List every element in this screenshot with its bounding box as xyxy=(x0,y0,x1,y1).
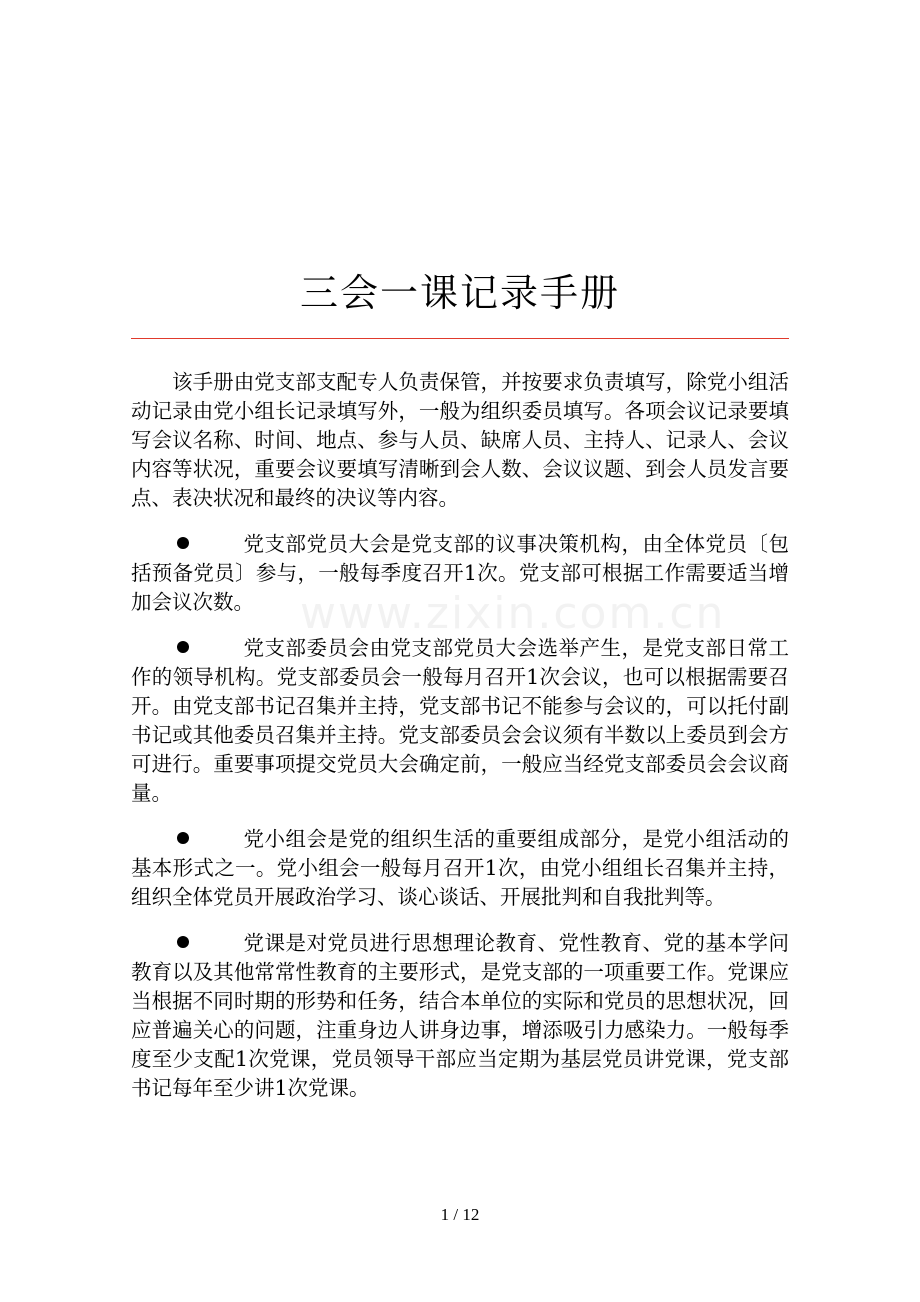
bullet-item-party-group-meeting xyxy=(131,825,789,912)
bullet-item-branch-committee xyxy=(131,634,789,808)
title-divider xyxy=(131,338,789,339)
page-number: 1 / 12 xyxy=(440,1205,480,1224)
bullet-icon xyxy=(177,832,189,844)
bullet-text: 党支部委员会由党支部党员大会选举产生，是党支部日常工作的领导机构。党支部委员会一般每月召开1次会议，也可以根据需要召开。由党支部书记召集并主持，党支部书记不能参与会议的，可以托付副书记或其他委员召集并主持。党支部委员会会议须有半数以上委员到会方可进行。重要事项提交党员大会确定前，一般应当经党支部委员会会议商量。 xyxy=(131,636,789,805)
bullet-text: 党支部党员大会是党支部的议事决策机构，由全体党员〔包括预备党员〕参与，一般每季度召开1次。党支部可根据工作需要适当增加会议次数。 xyxy=(131,532,789,614)
document-title: 三会一课记录手册 xyxy=(299,271,620,315)
bullet-text: 党小组会是党的组织生活的重要组成部分，是党小组活动的基本形式之一。党小组会一般每月召开1次，由党小组组长召集并主持，组织全体党员开展政治学习、谈心谈话、开展批判和自我批判等。 xyxy=(131,827,789,909)
bullet-text: 党课是对党员进行思想理论教育、党性教育、党的基本学问教育以及其他常常性教育的主要形式，是党支部的一项重要工作。党课应当根据不同时期的形势和任务，结合本单位的实际和党员的思想状况，回应普遍关心的问题，注重身边人讲身边事，增添吸引力感染力。一般每季度至少支配1次党课，党员领导干部应当定期为基层党员讲党课，党支部书记每年至少讲1次党课。 xyxy=(131,931,789,1100)
bullet-item-party-member-meeting xyxy=(131,530,789,617)
bullet-icon xyxy=(177,537,189,549)
bullet-icon xyxy=(177,936,189,948)
bullet-item-party-lecture xyxy=(131,929,789,1103)
intro-paragraph: 该手册由党支部支配专人负责保管，并按要求负责填写，除党小组活动记录由党小组长记录填写外，一般为组织委员填写。各项会议记录要填写会议名称、时间、地点、参与人员、缺席人员、主持人、记录人、会议内容等状况，重要会议要填写清晰到会人数、会议议题、到会人员发言要点、表决状况和最终的决议等内容。 xyxy=(131,370,789,510)
document-body xyxy=(131,368,789,1120)
watermark: www.zixin.com.cn xyxy=(300,588,726,639)
bullet-icon xyxy=(177,641,189,653)
